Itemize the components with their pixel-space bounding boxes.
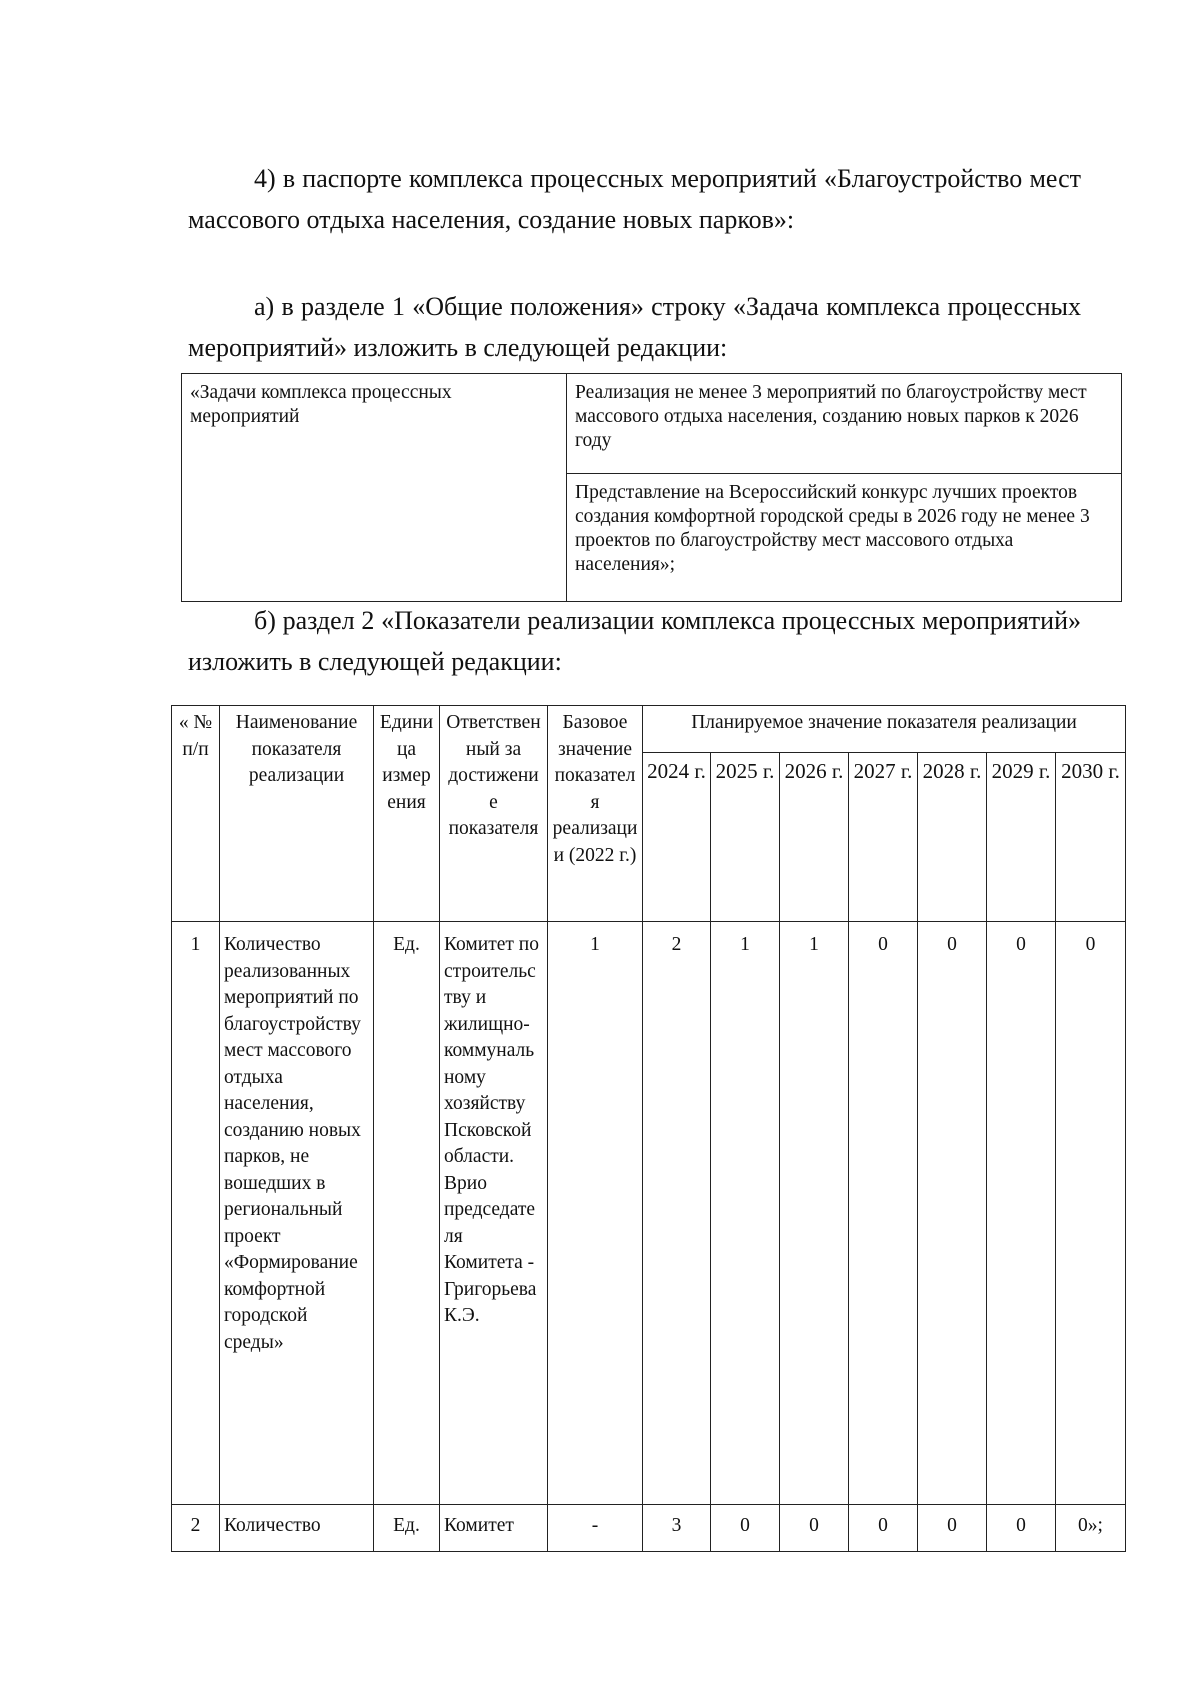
row-value: 0 (1056, 922, 1126, 1505)
row-value: 0 (849, 922, 918, 1505)
row-name: Количество (220, 1505, 374, 1552)
row-value: 0 (780, 1505, 849, 1552)
row-name: Количество реализованных мероприятий по благоустройству мест массового отдыха населения, созданию новых парков, не вошедших в региональный проект «Формирование комфортной городской среды» (220, 922, 374, 1505)
tasks-label-cell: «Задачи комплекса процессных мероприятий (182, 374, 567, 602)
header-unit: Единица измерения (374, 706, 440, 922)
row-value: 0 (987, 922, 1056, 1505)
item-b-text: б) раздел 2 «Показатели реализации комплекса процессных мероприятий» изложить в следующей редакции: (188, 606, 1081, 676)
intro-paragraph (188, 158, 1081, 240)
row-num: 1 (172, 922, 220, 1505)
row-num: 2 (172, 1505, 220, 1552)
row-value: 0 (918, 1505, 987, 1552)
header-responsible: Ответственный за достижение показателя (440, 706, 548, 922)
row-responsible: Комитет по строительству и жилищно-коммунальному хозяйству Псковской области. Врио председателя Комитета - Григорьева К.Э. (440, 922, 548, 1505)
row-value: 0 (918, 922, 987, 1505)
row-value: 0»; (1056, 1505, 1126, 1552)
header-planned: Планируемое значение показателя реализации (643, 706, 1126, 753)
indicators-table (171, 705, 1126, 1552)
header-year: 2030 г. (1056, 753, 1126, 922)
item-a-paragraph (188, 286, 1081, 368)
row-value: 3 (643, 1505, 711, 1552)
row-value: 0 (711, 1505, 780, 1552)
header-base: Базовое значение показателя реализации (2022 г.) (548, 706, 643, 922)
header-year: 2026 г. (780, 753, 849, 922)
header-year: 2027 г. (849, 753, 918, 922)
intro-text: в паспорте комплекса процессных мероприятий «Благоустройство мест массового отдыха населения, создание новых парков»: (188, 164, 1081, 234)
row-responsible: Комитет (440, 1505, 548, 1552)
tasks-table (181, 373, 1122, 602)
header-num: « № п/п (172, 706, 220, 922)
header-name: Наименование показателя реализации (220, 706, 374, 922)
row-value: 1 (711, 922, 780, 1505)
header-year: 2025 г. (711, 753, 780, 922)
row-base: - (548, 1505, 643, 1552)
row-value: 2 (643, 922, 711, 1505)
header-year: 2024 г. (643, 753, 711, 922)
row-unit: Ед. (374, 922, 440, 1505)
header-year: 2029 г. (987, 753, 1056, 922)
item-a-text: а) в разделе 1 «Общие положения» строку «Задача комплекса процессных мероприятий» изложить в следующей редакции: (188, 292, 1081, 362)
row-base: 1 (548, 922, 643, 1505)
row-unit: Ед. (374, 1505, 440, 1552)
header-year: 2028 г. (918, 753, 987, 922)
row-value: 0 (849, 1505, 918, 1552)
row-value: 0 (987, 1505, 1056, 1552)
intro-number: 4) (254, 164, 276, 193)
table-row (172, 1505, 1126, 1552)
row-value: 1 (780, 922, 849, 1505)
task-1-cell: Реализация не менее 3 мероприятий по благоустройству мест массового отдыха населения, созданию новых парков к 2026 году (567, 374, 1122, 474)
item-b-paragraph (188, 600, 1081, 682)
task-2-cell: Представление на Всероссийский конкурс лучших проектов создания комфортной городской среды в 2026 году не менее 3 проектов по благоустройству мест массового отдыха населения»; (567, 473, 1122, 601)
table-row (172, 922, 1126, 1505)
